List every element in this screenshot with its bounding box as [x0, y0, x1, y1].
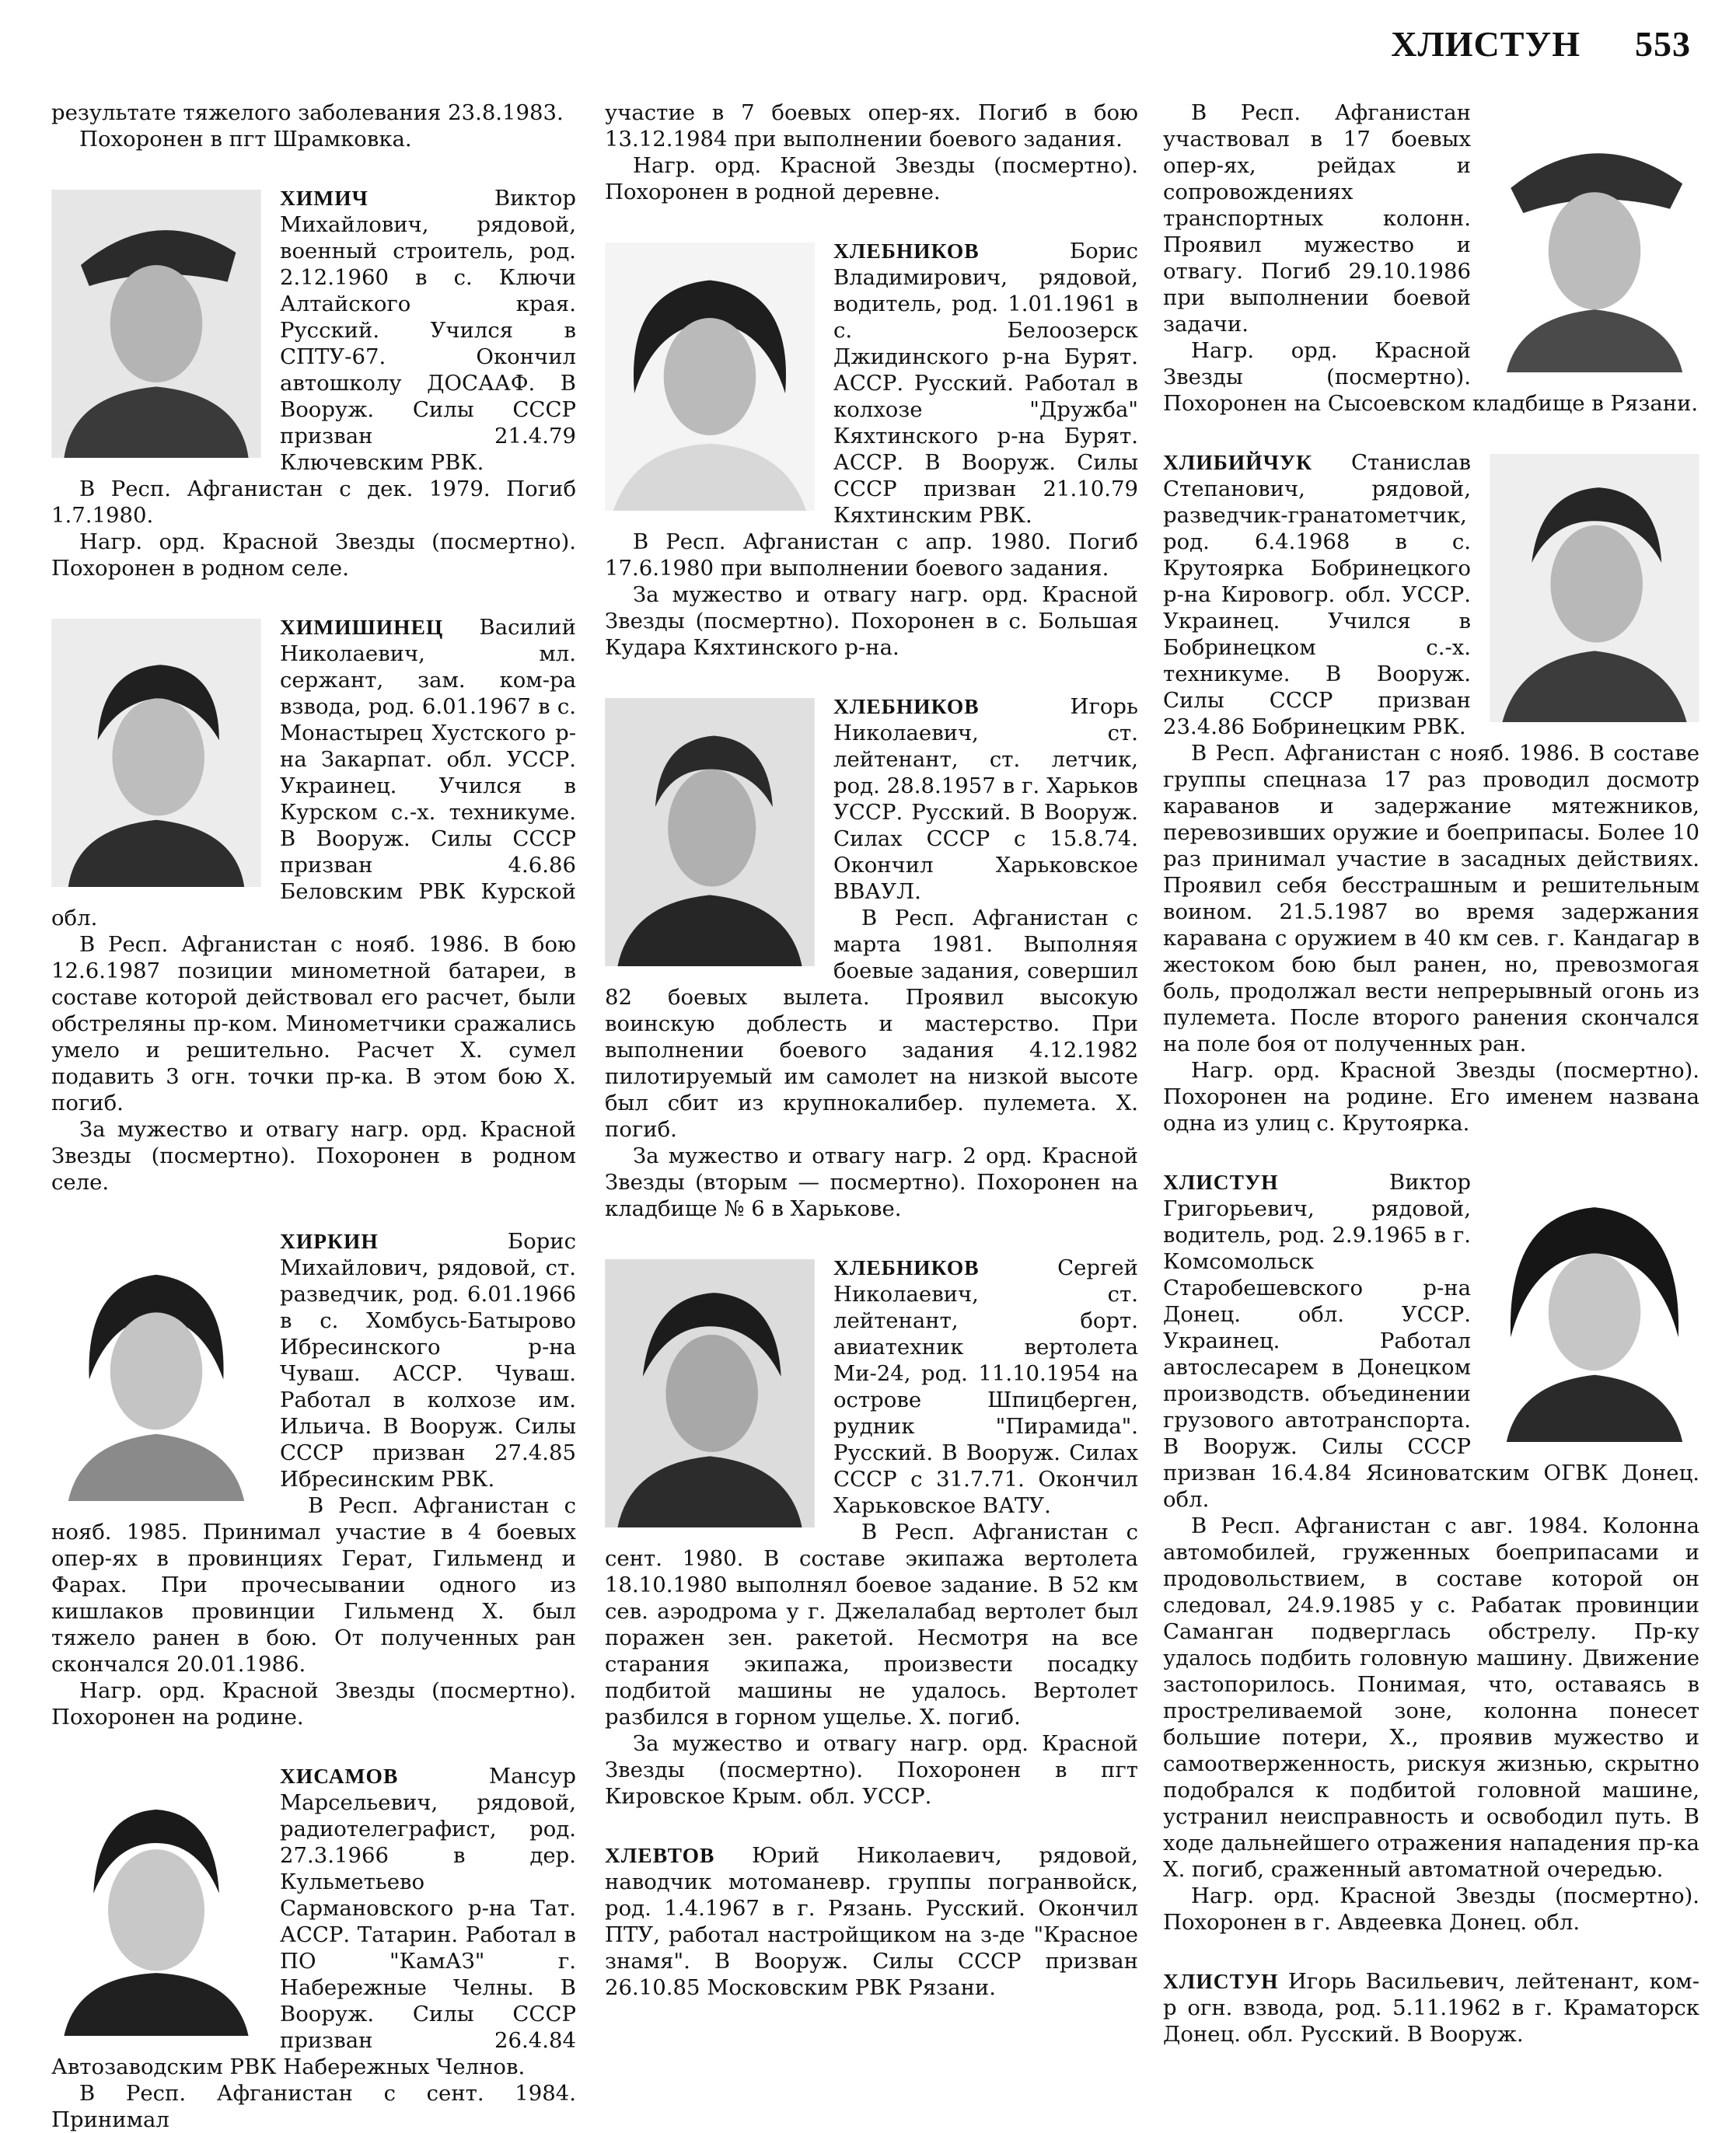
portrait-photo	[51, 1233, 261, 1501]
entry-text: За мужество и отвагу нагр. орд. Красной Звезды (посмертно). Похоронен в родном селе.	[51, 1117, 576, 1195]
entry-name: ХЛИСТУН	[1163, 1969, 1279, 1993]
entry-text: За мужество и отвагу нагр. орд. Красной Звезды (посмертно). Похоронен в с. Большая Кудара Кяхтинского р-на.	[605, 582, 1138, 660]
entry-name: ХЛЕБНИКОВ	[833, 239, 980, 263]
entry-text: Борис Михайлович, рядовой, ст. разведчик, род. 6.01.1966 в с. Хомбусь-Батырово Ибресинского р-на Чуваш. АССР. Чуваш. Работал в колхозе им. Ильича. В Вооруж. Силы СССР призван 27.4.85 Ибресинским РВК.	[280, 1229, 576, 1492]
entry-name: ХЛИБИЙЧУК	[1163, 450, 1313, 474]
entry-khlistun-igor	[1163, 1968, 1699, 2047]
entry-khlebnikov-boris	[605, 238, 1138, 661]
entry-text: Нагр. орд. Красной Звезды (посмертно). Похоронен на родине. Его именем названа одна из улиц с. Крутоярка.	[1163, 1058, 1699, 1136]
entry-text: Юрий Николаевич, рядовой, наводчик мотоманевр. группы погранвойск, род. 1.4.1967 в г. Рязань. Русский. Окончил ПТУ, работал настройщиком на з-де "Красное знамя". В Вооруж. Силы СССР призван 26.10.85 Московским РВК Рязани.	[605, 1843, 1138, 2000]
entry-name: ХЛЕВТОВ	[605, 1843, 715, 1867]
entry-text: За мужество и отвагу нагр. орд. Красной Звезды (посмертно). Похоронен в пгт Кировское Крым. обл. УССР.	[605, 1731, 1138, 1809]
page-number: 553	[1635, 24, 1691, 64]
portrait-photo	[51, 190, 261, 458]
entry-name: ХЛЕБНИКОВ	[833, 694, 980, 718]
entry-text: В Респ. Афганистан с дек. 1979. Погиб 1.7.1980.	[51, 477, 576, 528]
entry-khimishinets	[51, 614, 576, 1196]
entry-text: Нагр. орд. Красной Звезды (посмертно). Похоронен в г. Авдеевка Донец. обл.	[1163, 1883, 1699, 1935]
column-3	[1163, 99, 1699, 2047]
entry-text: В Респ. Афганистан с сент. 1980. В составе экипажа вертолета 18.10.1980 выполнял боевое задание. В 52 км сев. аэродрома у г. Джелалабад вертолет был поражен зен. ракетой. Несмотря на все старания экипажа, произвести посадку подбитой машины не удалось. Вертолет разбился в горном ущелье. Х. погиб.	[605, 1520, 1138, 1730]
entry-text: Мансур Марсельевич, рядовой, радиотелеграфист, род. 27.3.1966 в дер. Кульметьево Сармановского р-на Тат. АССР. Татарин. Работал в ПО "КамАЗ" г. Набережные Челны. В Вооруж. Силы СССР призван 26.4.84 Автозаводским РВК Набережных Челнов.	[51, 1764, 576, 2079]
continuation-text: Похоронен в пгт Шрамковка.	[79, 127, 412, 152]
entry-text: В Респ. Афганистан с марта 1981. Выполняя боевые задания, совершил 82 боевых вылета. Проявил высокую воинскую доблесть и мастерство. При выполнении боевого задания 4.12.1982 пилотируемый им самолет на низкой высоте был сбит из крупнокалибер. пулемета. Х. погиб.	[605, 906, 1138, 1142]
portrait-photo	[1490, 104, 1699, 372]
entry-text: Игорь Васильевич, лейтенант, ком-р огн. взвода, род. 5.11.1962 в г. Краматорск Донец. обл. Русский. В Вооруж.	[1163, 1969, 1699, 2047]
entry-text: В Респ. Афганистан с нояб. 1985. Принимал участие в 4 боевых опер-ях в провинциях Герат, Гильменд и Фарах. При прочесывании одного из кишлаков провинции Гильменд Х. был тяжело ранен в бою. От полученных ран скончался 20.01.1986.	[51, 1493, 576, 1677]
portrait-photo	[605, 243, 815, 511]
portrait-photo	[605, 698, 815, 966]
entry-name: ХЛЕБНИКОВ	[833, 1255, 980, 1279]
running-head: ХЛИСТУН	[1391, 24, 1581, 64]
entry-khimich	[51, 185, 576, 581]
entry-khlibiychuk	[1163, 449, 1699, 1136]
continuation-text: Нагр. орд. Красной Звезды (посмертно). Похоронен в родной деревне.	[605, 153, 1138, 204]
entry-khlebnikov-igor	[605, 693, 1138, 1222]
column-1	[51, 99, 576, 2133]
entry-khlistun-viktor	[1163, 1169, 1699, 1936]
entry-name: ХИМИШИНЕЦ	[280, 615, 444, 639]
portrait-photo	[1490, 1174, 1699, 1442]
portrait-photo	[51, 619, 261, 887]
continuation-text: участие в 7 боевых опер-ях. Погиб в бою 13.12.1984 при выполнении боевого задания.	[605, 100, 1138, 152]
entry-khisamov	[51, 1763, 576, 2133]
portrait-photo	[51, 1768, 261, 2036]
entry-name: ХИСАМОВ	[280, 1764, 399, 1788]
entry-text: В Респ. Афганистан с авг. 1984. Колонна автомобилей, груженных боеприпасами и продовольствием, в составе которой он следовал, 24.9.1985 у с. Рабатак провинции Саманган подверглась обстрелу. Пр-ку удалось подбить головную машину. Движение застопорилось. Понимая, что, оставаясь в простреливаемой зоне, колонна понесет большие потери, Х., проявив мужество и самоотверженность, рискуя жизнью, скрытно подобрался к подбитой головной машине, устранил неисправность и освободил путь. В ходе дальнейшего отражения нападения пр-ка Х. погиб, сраженный автоматной очередью.	[1163, 1513, 1699, 1882]
entry-text: Нагр. орд. Красной Звезды (посмертно). Похоронен в родном селе.	[51, 529, 576, 581]
entry-name: ХИРКИН	[280, 1229, 379, 1253]
page-header	[1391, 23, 1691, 65]
entry-khlebnikov-sergey	[605, 1255, 1138, 1810]
entry-name: ХИМИЧ	[280, 186, 369, 210]
continuation-text: В Респ. Афганистан участвовал в 17 боевых опер-ях, рейдах и сопровождениях транспортных колонн. Проявил мужество и отвагу. Погиб 29.10.1986 при выполнении боевой задачи.	[1163, 100, 1471, 337]
portrait-photo	[1490, 454, 1699, 722]
entry-text: Василий Николаевич, мл. сержант, зам. ком-ра взвода, род. 6.01.1967 в с. Монастырец Хустского р-на Закарпат. обл. УССР. Украинец. Учился в Курском с.-х. техникуме. В Вооруж. Силы СССР призван 4.6.86 Беловским РВК Курской обл.	[51, 615, 576, 930]
entry-text: В Респ. Афганистан с нояб. 1986. В бою 12.6.1987 позиции минометной батареи, в составе которой действовал его расчет, были обстреляны пр-ком. Минометчики сражались умело и решительно. Расчет Х. сумел подавить 3 огн. точки пр-ка. В этом бою Х. погиб.	[51, 932, 576, 1115]
continuation-text: Нагр. орд. Красной Звезды (посмертно). Похоронен на Сысоевском кладбище в Рязани.	[1163, 338, 1699, 416]
entry-text: Виктор Григорьевич, рядовой, водитель, род. 2.9.1965 в г. Комсомольск Старобешевского р-на Донец. обл. УССР. Украинец. Работал автослесарем в Донецком производств. объединении грузового автотранспорта. В Вооруж. Силы СССР призван 16.4.84 Ясиноватским ОГВК Донец. обл.	[1163, 1170, 1699, 1512]
entry-text: В Респ. Афганистан с сент. 1984. Принимал	[51, 2081, 576, 2132]
entry-text: За мужество и отвагу нагр. 2 орд. Красной Звезды (вторым — посмертно). Похоронен на кладбище № 6 в Харькове.	[605, 1143, 1138, 1221]
portrait-photo	[605, 1259, 815, 1527]
entry-text: Сергей Николаевич, ст. лейтенант, борт. авиатехник вертолета Ми-24, род. 11.10.1954 на острове Шпицберген, рудник "Пирамида". Русский. В Вооруж. Силах СССР с 31.7.71. Окончил Харьковское ВАТУ.	[833, 1255, 1138, 1518]
entry-text: В Респ. Афганистан с нояб. 1986. В составе группы спецназа 17 раз проводил досмотр караванов и задержание мятежников, перевозивших оружие и боеприпасы. Более 10 раз принимал участие в засадных действиях. Проявил себя бесстрашным и решительным воином. 21.5.1987 во время задержания каравана с оружием в 40 км сев. г. Кандагар в жестоком бою был ранен, но, превозмогая боль, продолжал вести непрерывный огонь из пулемета. После второго ранения скончался на поле боя от полученных ран.	[1163, 741, 1699, 1056]
entry-text: Борис Владимирович, рядовой, водитель, род. 1.01.1961 в с. Белоозерск Джидинского р-на Бурят. АССР. Русский. Работал в колхозе "Дружба" Кяхтинского р-на Бурят. АССР. В Вооруж. Силы СССР призван 21.10.79 Кяхтинским РВК.	[833, 239, 1138, 528]
entry-text: Виктор Михайлович, рядовой, военный строитель, род. 2.12.1960 в с. Ключи Алтайского края. Русский. Учился в СПТУ-67. Окончил автошколу ДОСААФ. В Вооруж. Силы СССР призван 21.4.79 Ключевским РВК.	[280, 186, 576, 475]
entry-text: Нагр. орд. Красной Звезды (посмертно). Похоронен на родине.	[51, 1678, 576, 1730]
entry-text: В Респ. Афганистан с апр. 1980. Погиб 17.6.1980 при выполнении боевого задания.	[605, 529, 1138, 581]
entry-khirkin	[51, 1228, 576, 1730]
continuation-text: результате тяжелого заболевания 23.8.1983.	[51, 100, 564, 125]
entry-text: Игорь Николаевич, ст. лейтенант, ст. летчик, род. 28.8.1957 в г. Харьков УССР. Русский. В Вооруж. Силах СССР с 15.8.74. Окончил Харьковское ВВАУЛ.	[833, 694, 1138, 904]
entry-khlevtov	[605, 1842, 1138, 2001]
entry-text: Станислав Степанович, рядовой, разведчик-гранатометчик, род. 6.4.1968 в с. Крутоярка Бобринецкого р-на Кировогр. обл. УССР. Украинец. Учился в Бобринецком с.-х. техникуме. В Вооруж. Силы СССР призван 23.4.86 Бобринецким РВК.	[1163, 450, 1471, 739]
entry-name: ХЛИСТУН	[1163, 1170, 1279, 1194]
column-2	[605, 99, 1138, 2001]
